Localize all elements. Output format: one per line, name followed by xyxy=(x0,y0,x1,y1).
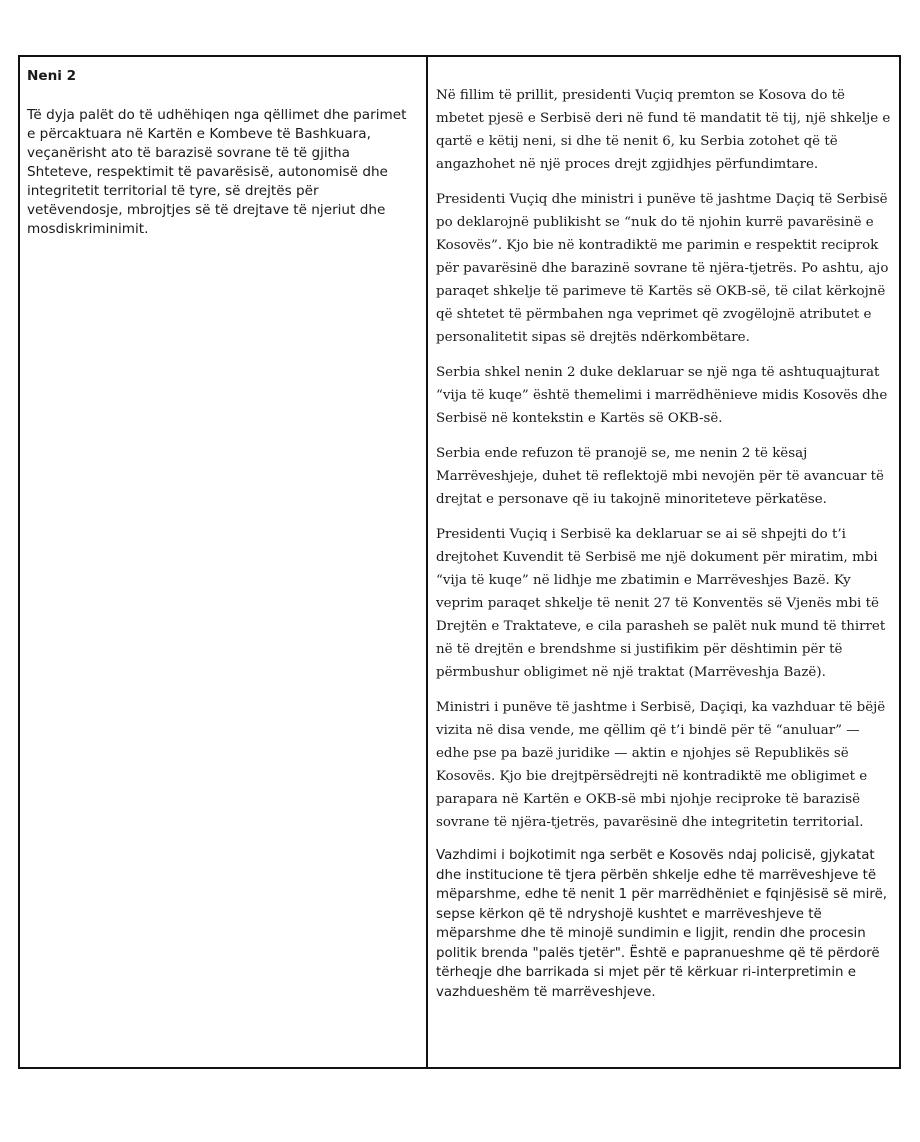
article-text: Të dyja palët do të udhëhiqen nga qëllimet dhe parimet e përcaktuara në Kartën e Kombeve të Bashkuara, veçanërisht ato të barazisë sovrane të të gjitha Shteteve, respektimit të pavarësisë, autonomisë dhe integritetit territorial të tyre, së drejtës për vetëvendosje, mbrojtjes së të drejtave të njeriut dhe mosdiskriminimit. xyxy=(27,107,407,237)
document-table xyxy=(18,55,901,1069)
commentary-column xyxy=(428,57,899,1067)
commentary-paragraph: Serbia ende refuzon të pranojë se, me nenin 2 të kësaj Marrëveshjeje, duhet të reflektojë mbi nevojën për të avancuar të drejtat e personave që iu takojnë minoriteteve përkatëse. xyxy=(436,446,884,507)
article-column xyxy=(20,57,428,1067)
article-heading: Neni 2 xyxy=(27,68,77,84)
commentary-paragraph: Presidenti Vuçiq dhe ministri i punëve të jashtme Daçiq të Serbisë po deklarojnë publikisht se “nuk do të njohin kurrë pavarësinë e Kosovës”. Kjo bie në kontradiktë me parimin e respektit reciprok për pavarësinë dhe barazinë sovrane të njëra-tjetrës. Po ashtu, ajo paraqet shkelje të parimeve të Kartës së OKB-së, të cilat kërkojnë që shtetet të përmbahen nga veprimet që zvogëlojnë atributet e personalitetit sipas së drejtës ndërkombëtare. xyxy=(436,192,889,345)
commentary-paragraph: Serbia shkel nenin 2 duke deklaruar se një nga të ashtuquajturat “vija të kuqe” është themelimi i marrëdhënieve midis Kosovës dhe Serbisë në kontekstin e Kartës së OKB-së. xyxy=(436,365,888,426)
commentary-paragraph: Në fillim të prillit, presidenti Vuçiq premton se Kosova do të mbetet pjesë e Serbisë deri në fund të mandatit të tij, një shkelje e qartë e këtij neni, si dhe të nenit 6, ku Serbia zotohet që të angazhohet në një proces drejt zgjidhjes përfundimtare. xyxy=(436,88,891,172)
commentary-paragraph: Ministri i punëve të jashtme i Serbisë, Daçiqi, ka vazhduar të bëjë vizita në disa vende, me qëllim që t’i bindë për të “anuluar” — edhe pse pa bazë juridike — aktin e njohjes së Republikës së Kosovës. Kjo bie drejtpërsëdrejti në kontradiktë me obligimet e parapara në Kartën e OKB-së mbi njohje reciproke të barazisë sovrane të njëra-tjetrës, pavarësinë dhe integritetin territorial. xyxy=(436,700,886,830)
commentary-paragraph: Presidenti Vuçiq i Serbisë ka deklaruar se ai së shpejti do t’i drejtohet Kuvendit të Serbisë me një dokument për miratim, mbi “vija të kuqe” në lidhje me zbatimin e Marrëveshjes Bazë. Ky veprim paraqet shkelje të nenit 27 të Konventës së Vjenës mbi të Drejtën e Traktateve, e cila parasheh se palët nuk mund të thirret në të drejtën e brendshme si justifikim për dështimin për të përmbushur obligimet në një traktat (Marrëveshja Bazë). xyxy=(436,527,886,680)
commentary-paragraph: Vazhdimi i bojkotimit nga serbët e Kosovës ndaj policisë, gjykatat dhe institucione të tjera përbën shkelje edhe të marrëveshjeve të mëparshme, edhe të nenit 1 për marrëdhëniet e fqinjësisë së mirë, sepse kërkon që të ndryshojë kushtet e marrëveshjeve të mëparshme dhe të minojë sundimin e ligjit, rendin dhe procesin politik brenda "palës tjetër". Është e papranueshme që të përdorë tërheqje dhe barrikada si mjet për të kërkuar ri-interpretimin e vazhdueshëm të marrëveshjeve. xyxy=(436,848,888,1000)
